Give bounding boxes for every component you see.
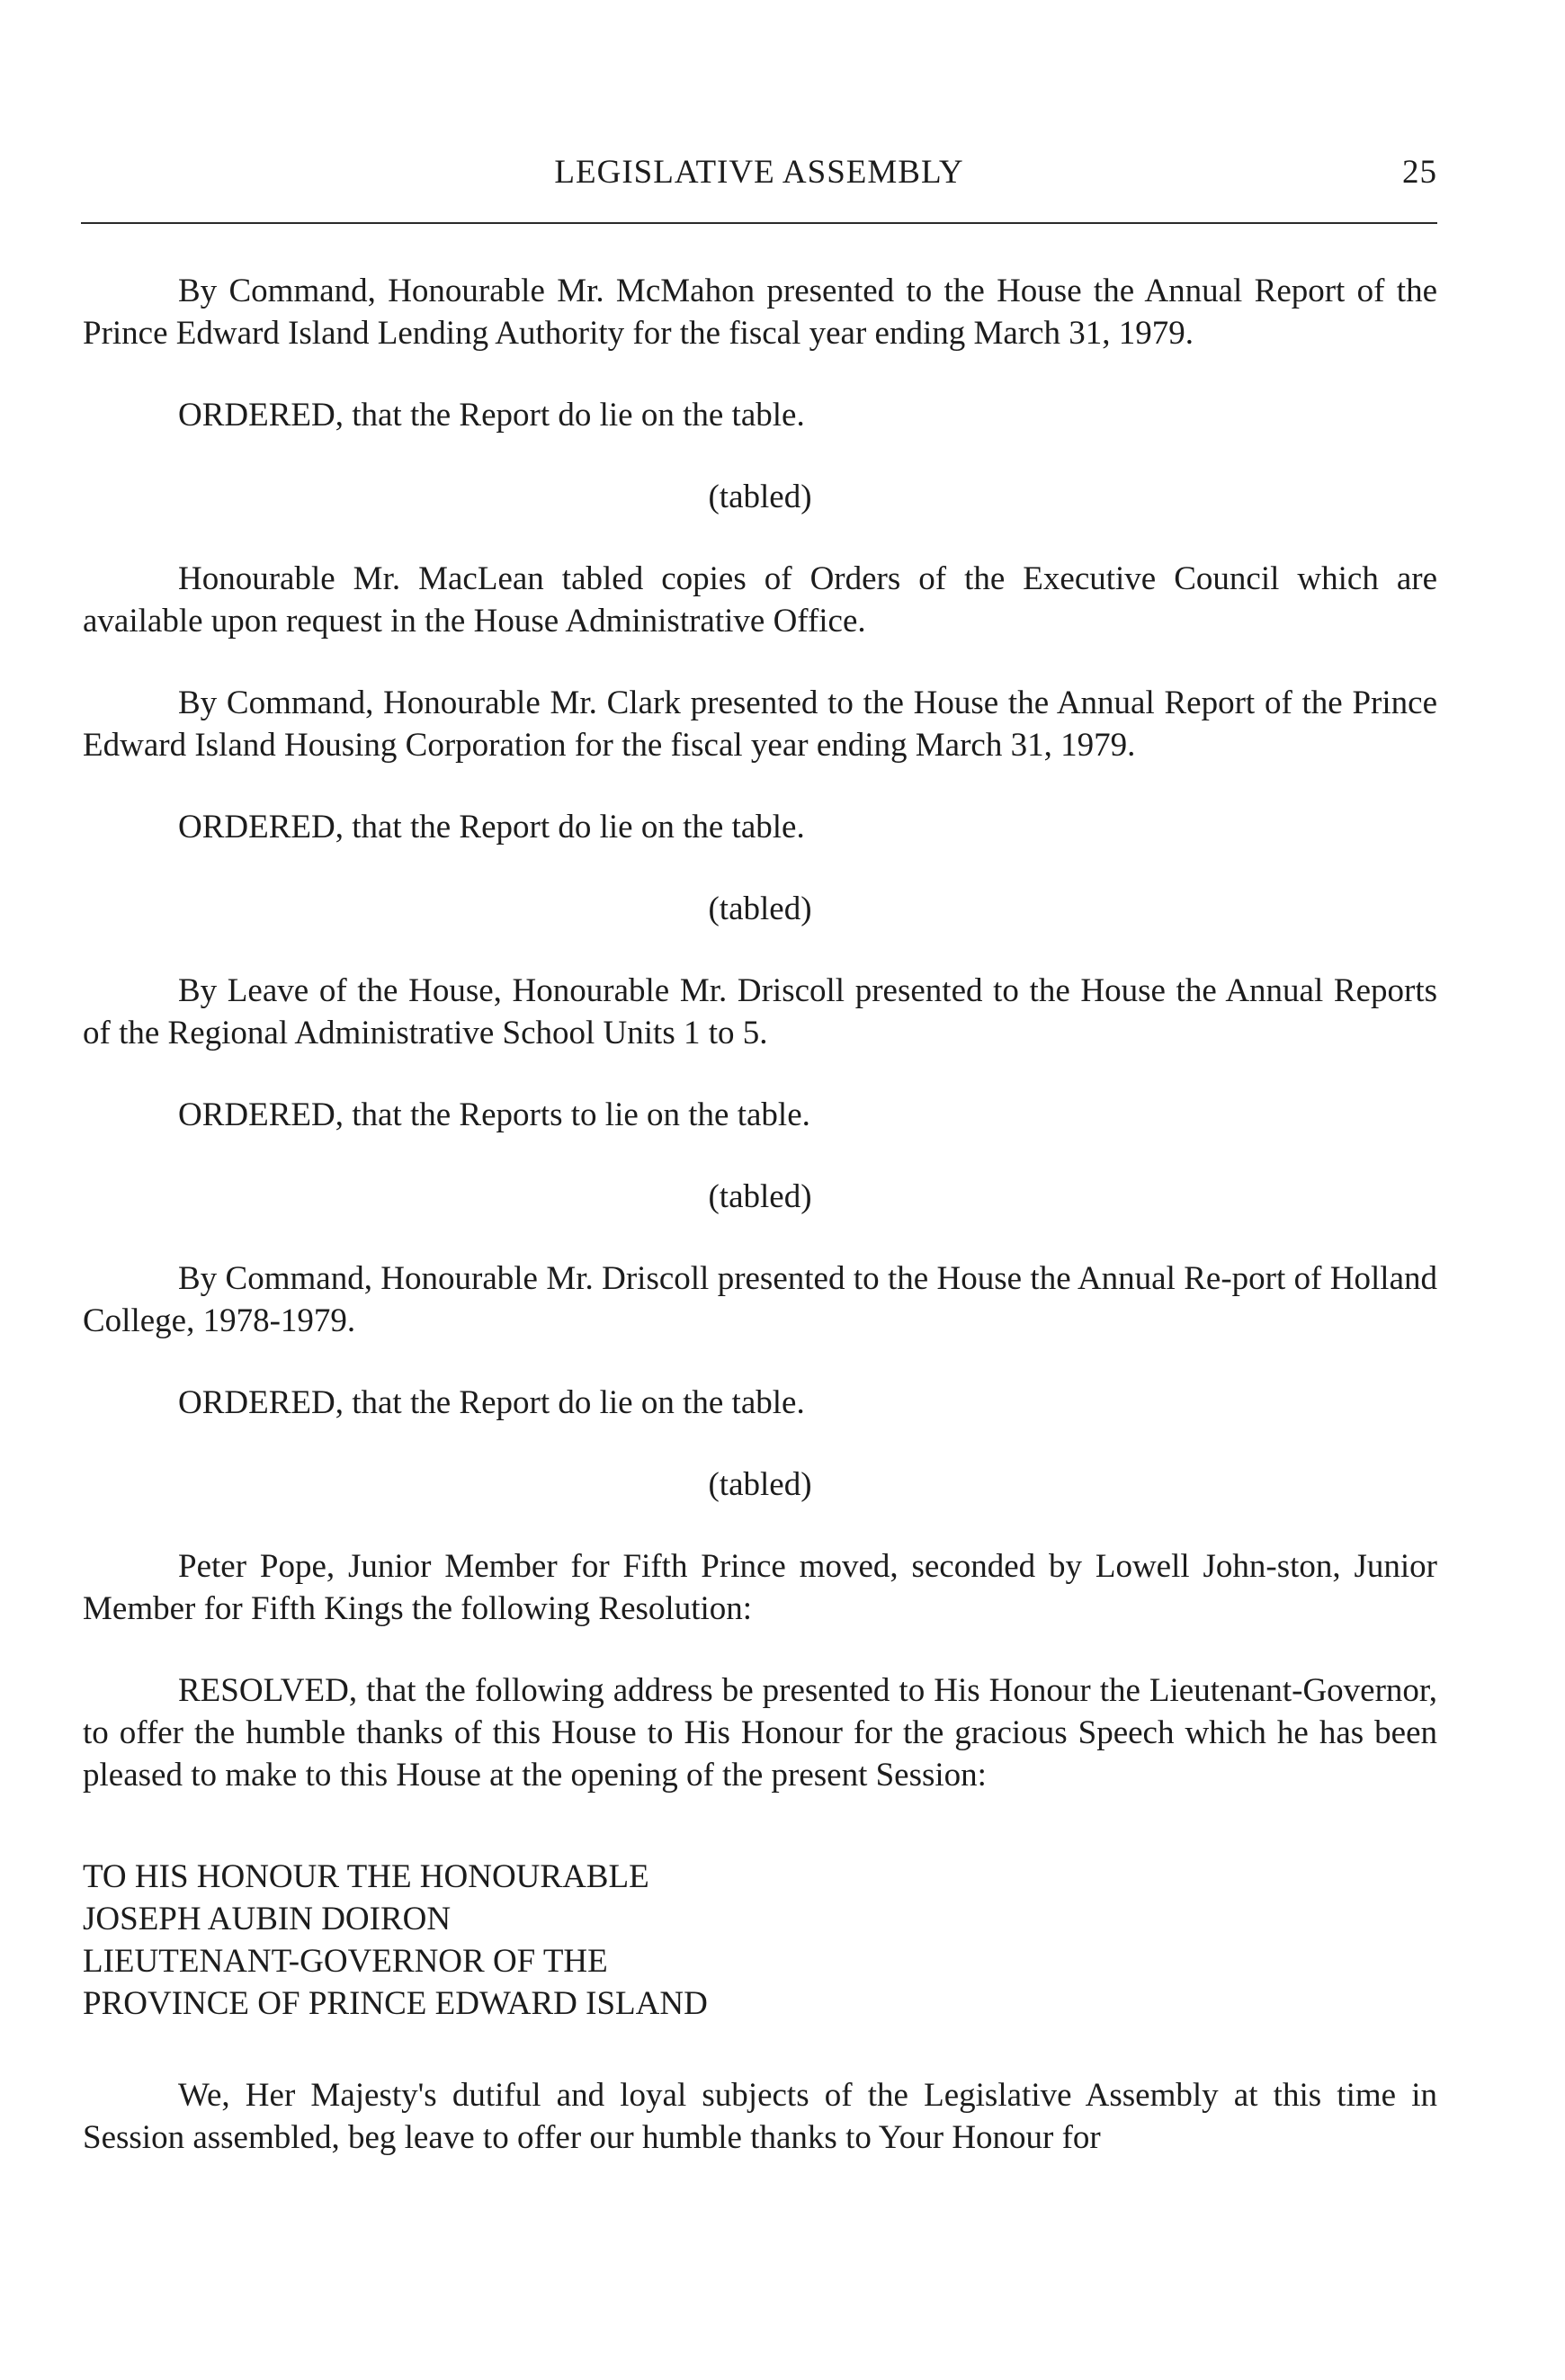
tabled-note: (tabled) (708, 1466, 812, 1503)
paragraph-resolution: RESOLVED, that the following address be presented to His Honour the Lieutenant-Governor, to offer the humble thanks of this House to His Honour for the gracious Speech which he has been pleased to make to this House at the opening of the present Session: (83, 1672, 1437, 1794)
address-line: TO HIS HONOUR THE HONOURABLE (83, 1858, 649, 1895)
address-line: PROVINCE OF PRINCE EDWARD ISLAND (83, 1985, 708, 2022)
address-block (83, 1856, 1437, 2025)
address-line: JOSEPH AUBIN DOIRON (83, 1901, 452, 1937)
address-line: LIEUTENANT-GOVERNOR OF THE (83, 1943, 608, 1980)
paragraph-housing-corporation-report: By Command, Honourable Mr. Clark presented to the House the Annual Report of the Prince Edward Island Housing Corporation for the fiscal year ending March 31, 1979. (83, 684, 1437, 764)
ordered-line: ORDERED, that the Reports to lie on the table. (178, 1096, 810, 1133)
paragraph-thanks: We, Her Majesty's dutiful and loyal subjects of the Legislative Assembly at this time in Session assembled, beg leave to offer our humble thanks to Your Honour for (83, 2077, 1437, 2156)
running-header (81, 153, 1437, 198)
paragraph-lending-authority-report: By Command, Honourable Mr. McMahon presented to the House the Annual Report of the Prince Edward Island Lending Authority for the fiscal year ending March 31, 1979. (83, 273, 1437, 352)
header-title: LEGISLATIVE ASSEMBLY (554, 154, 964, 191)
paragraph-holland-college-report: By Command, Honourable Mr. Driscoll presented to the House the Annual Re-port of Holland College, 1978-1979. (83, 1260, 1437, 1339)
ordered-line: ORDERED, that the Report do lie on the table. (178, 809, 805, 846)
tabled-note: (tabled) (708, 479, 812, 515)
paragraph-executive-council-orders: Honourable Mr. MacLean tabled copies of Orders of the Executive Council which are available upon request in the House Administrative Office. (83, 560, 1437, 640)
ordered-line: ORDERED, that the Report do lie on the table. (178, 397, 805, 434)
tabled-note: (tabled) (708, 1178, 812, 1215)
paragraph-motion: Peter Pope, Junior Member for Fifth Prince moved, seconded by Lowell John-ston, Junior Member for Fifth Kings the following Resolution: (83, 1548, 1437, 1627)
tabled-note: (tabled) (708, 890, 812, 927)
page-number: 25 (1402, 154, 1437, 191)
ordered-line: ORDERED, that the Report do lie on the table. (178, 1384, 805, 1421)
header-rule (81, 222, 1437, 224)
page-body (83, 270, 1437, 2159)
paragraph-school-units-reports: By Leave of the House, Honourable Mr. Driscoll presented to the House the Annual Reports of the Regional Administrative School Units 1 to 5. (83, 972, 1437, 1051)
